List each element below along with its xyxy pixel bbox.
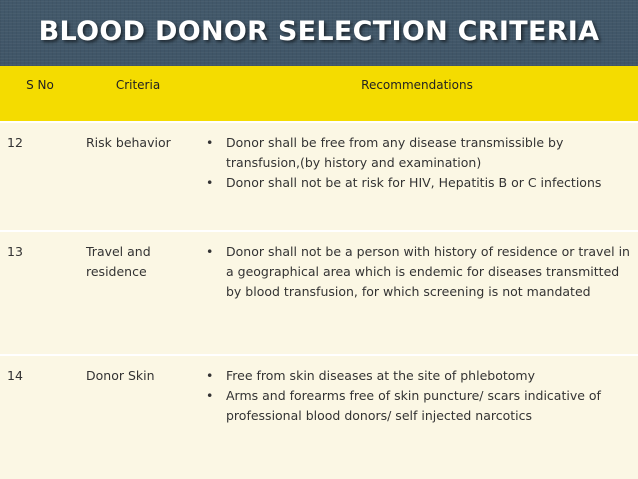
header-sno: S No: [26, 78, 54, 92]
row-sno: 13: [7, 244, 23, 259]
recommendation-list: [204, 366, 630, 426]
bullet-icon: •: [206, 368, 214, 383]
recommendation-list: [204, 133, 630, 193]
recommendation-list: [204, 242, 630, 302]
row-criteria: Donor Skin: [86, 368, 155, 383]
table-header: [0, 66, 638, 121]
row-criteria: Travel and residence: [86, 244, 151, 279]
row-criteria: Risk behavior: [86, 135, 171, 150]
table-row: [0, 356, 638, 479]
row-sno: 12: [7, 135, 23, 150]
recommendation-item: • Free from skin diseases at the site of phlebotomy: [204, 366, 630, 386]
recommendation-item: • Arms and forearms free of skin puncture/ scars indicative of professional blood donors/ self injected narcotics: [206, 388, 601, 423]
bullet-icon: •: [206, 388, 214, 403]
recommendation-item: • Donor shall be free from any disease transmissible by transfusion,(by history and examination): [206, 135, 564, 170]
recommendation-item: • Donor shall not be a person with history of residence or travel in a geographical area which is endemic for diseases transmitted by blood transfusion, for which screening is not mandated: [206, 244, 630, 299]
table-row: [0, 123, 638, 230]
recommendation-item: • Donor shall not be at risk for HIV, Hepatitis B or C infections: [204, 173, 630, 193]
bullet-icon: •: [206, 175, 214, 190]
header-criteria: Criteria: [115, 78, 161, 92]
header-recommendations: Recommendations: [361, 78, 473, 92]
slide-title: BLOOD DONOR SELECTION CRITERIA: [38, 16, 600, 47]
row-sno: 14: [7, 368, 23, 383]
bullet-icon: •: [206, 244, 214, 259]
bullet-icon: •: [206, 135, 214, 150]
table-row: [0, 232, 638, 354]
criteria-table: [0, 66, 638, 479]
